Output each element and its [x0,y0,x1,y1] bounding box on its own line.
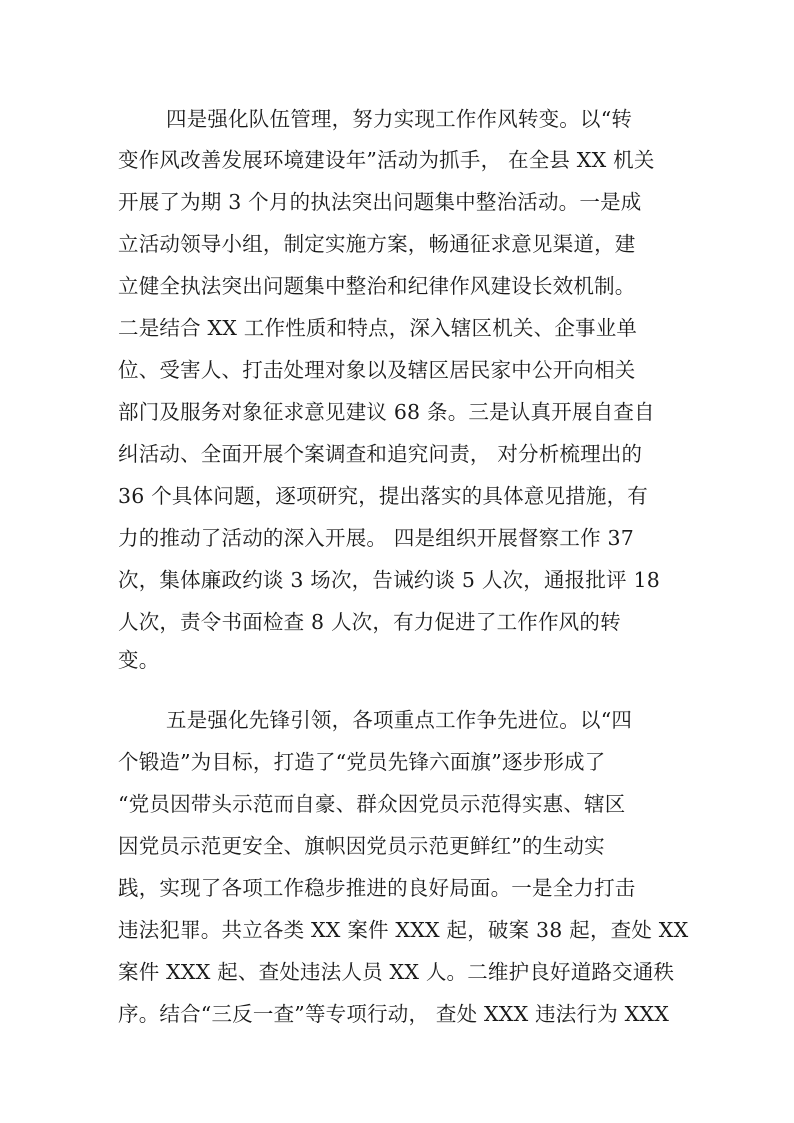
text-line: 序。结合“三反一查”等专项行动， 查处 XXX 违法行为 XXX [118,1002,669,1026]
text-line: 变作风改善发展环境建设年”活动为抓手， 在全县 XX 机关 [118,148,655,172]
text-line: 四是强化队伍管理，努力实现工作作风转变。以“转 [166,107,633,131]
text-line: 位、受害人、打击处理对象以及辖区居民家中公开向相关 [118,358,636,382]
text-line: 开展了为期 3 个月的执法突出问题集中整治活动。一是成 [118,190,642,214]
text-line: 五是强化先锋引领，各项重点工作争先进位。以“四 [166,708,633,732]
text-line: “党员因带头示范而自豪、群众因党员示范得实惠、辖区 [118,792,626,816]
text-line: 二是结合 XX 工作性质和特点，深入辖区机关、企事业单 [118,316,638,340]
text-line: 案件 XXX 起、查处违法人员 XX 人。二维护良好道路交通秩 [118,960,675,984]
text-line: 36 个具体问题，逐项研究，提出落实的具体意见措施，有 [118,484,649,508]
text-line: 力的推动了活动的深入开展。 四是组织开展督察工作 37 [118,526,635,550]
text-line: 个锻造”为目标，打造了“党员先锋六面旗”逐步形成了 [118,750,606,774]
text-line: 人次，责令书面检查 8 人次，有力促进了工作作风的转 [118,610,621,634]
text-line: 部门及服务对象征求意见建议 68 条。三是认真开展自查自 [118,400,655,424]
text-line: 纠活动、全面开展个案调查和追究问责， 对分析梳理出的 [118,442,643,466]
text-line: 立健全执法突出问题集中整治和纪律作风建设长效机制。 [118,274,636,298]
text-line: 变。 [118,648,160,672]
text-line: 践，实现了各项工作稳步推进的良好局面。一是全力打击 [118,876,636,900]
text-line: 违法犯罪。共立各类 XX 案件 XXX 起，破案 38 起，查处 XX [118,918,689,942]
text-line: 次，集体廉政约谈 3 场次，告诫约谈 5 人次，通报批评 18 [118,568,660,592]
text-line: 立活动领导小组，制定实施方案，畅通征求意见渠道，建 [118,232,636,256]
text-line: 因党员示范更安全、旗帜因党员示范更鲜红”的生动实 [118,834,605,858]
